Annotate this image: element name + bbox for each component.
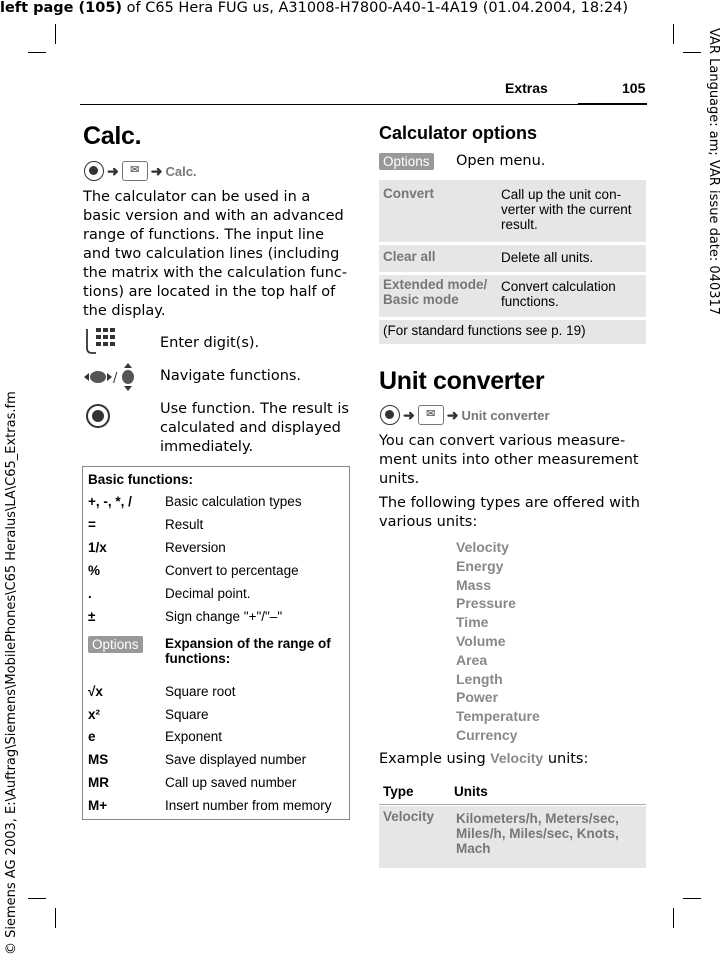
unit-type: Mass [456,576,492,593]
crop-mark [673,24,674,44]
menu-icon: ✉ [122,161,148,181]
function-symbol: . [88,586,92,601]
options-footer: (For standard functions see p. 19) [383,323,586,338]
function-desc: Exponent [165,729,223,744]
crop-mark [55,24,56,44]
arrow-icon: ➜ [446,406,459,423]
functions-heading: Basic functions: [88,472,194,487]
arrow-icon: ➜ [150,162,163,179]
arrow-icon: ➜ [107,162,119,179]
calc-nav-path [84,161,197,181]
table-cell-units: Kilometers/h, Meters/sec, Miles/h, Miles/sec, Knots, Mach [456,811,619,856]
function-symbol: 1/x [88,540,107,555]
function-symbol: MS [88,752,109,767]
nav-keys-icon [84,362,138,396]
function-desc: Square [165,707,209,722]
unit-type: Temperature [456,708,540,725]
document-header [0,0,628,16]
calc-title: Calc. [83,122,142,150]
doc-info: of C65 Hera FUG us, A31008-H7800-A40-1-4A19 (01.04.2004, 18:24) [122,0,629,16]
function-desc: Sign change "+"/"–" [165,609,283,624]
nav-center-key-icon [380,405,400,425]
function-desc: Insert number from memory [165,798,332,813]
nav-center-key-icon [84,161,104,181]
function-desc: Convert to percentage [165,563,299,578]
function-desc: Square root [165,684,236,699]
page-label: left page (105) [0,0,123,16]
key-keypad-icon [84,326,118,360]
unit-nav-path [380,405,550,425]
unit-converter-title: Unit converter [379,367,545,395]
unit-type: Power [456,689,499,706]
unit-type: Volume [456,632,506,649]
example-word: Velocity [490,750,544,766]
function-symbol: = [88,517,96,532]
side-note-left: © Siemens AG 2003, E:\Auftrag\Siemens\MobilePhones\C65 Heralus\LA\C65_Extras.fm [4,391,19,955]
table-head-type: Type [383,784,414,799]
option-row-mode [379,275,646,317]
unit-nav-target: Unit converter [461,407,550,423]
function-symbol: MR [88,775,109,790]
function-symbol: ± [88,609,96,624]
velocity-table-head [379,780,646,805]
function-symbol: % [88,563,101,578]
key-keypad-text: Enter digit(s). [160,335,260,351]
functions-table [82,466,350,820]
option-name: Convert [383,186,435,201]
unit-intro: You can convert various measure-ment units into other measurement units. [379,433,639,487]
crop-mark [28,52,46,53]
unit-type: Velocity [456,539,509,555]
option-name: Extended mode/ Basic mode [383,277,488,307]
crop-mark [683,52,701,53]
example-prefix: Example using [379,751,491,767]
options-softkey: Options [88,636,143,653]
option-desc: Convert calculation functions. [501,279,616,309]
crop-mark [28,898,46,899]
option-desc: Call up the unit con-verter with the current result. [501,187,632,232]
open-menu-text: Open menu. [456,153,546,169]
example-suffix: units: [543,751,589,767]
option-desc: Delete all units. [501,250,594,265]
options-softkey: Options [379,153,434,170]
arrow-icon: ➜ [403,406,415,423]
header-rule [80,104,647,105]
function-desc: Reversion [165,540,226,555]
unit-type: Length [456,670,503,687]
function-symbol: M+ [88,798,108,813]
function-symbol: x² [88,707,101,722]
function-desc: Decimal point. [165,586,251,601]
key-nav-text: Navigate functions. [160,368,302,384]
function-desc: Call up saved number [165,775,297,790]
option-row-convert [379,180,646,242]
function-symbol: +, -, *, / [88,494,132,509]
function-symbol: √x [88,684,103,699]
nav-center-key-icon [85,403,111,433]
function-desc: Save displayed number [165,752,307,767]
menu-icon: ✉ [418,405,444,425]
unit-type: Area [456,651,488,668]
unit-type: Energy [456,557,504,574]
table-head-units: Units [454,784,488,799]
function-desc: Basic calculation types [165,494,302,509]
key-center-text: Use function. The result is calculated and displayed immediately. [160,401,349,455]
unit-type: Time [456,614,489,631]
crop-mark [673,908,674,928]
function-symbol: e [88,729,96,744]
types-intro: The following types are offered with various units: [379,495,640,530]
unit-types-list [456,538,540,745]
calc-options-title: Calculator options [379,123,538,143]
calc-nav-target: Calc. [165,163,197,179]
options-desc: Expansion of the range of functions: [165,636,331,666]
example-line [379,750,588,769]
running-head-section: Extras [505,80,548,96]
running-head-page: 105 [622,80,646,96]
option-row-clear-all [379,245,646,272]
unit-type: Pressure [456,595,516,612]
table-cell-type: Velocity [383,809,435,824]
crop-mark [55,908,56,928]
velocity-table-row [379,806,646,868]
function-desc: Result [165,517,204,532]
header-rule-accent [578,103,647,105]
svg-text:/: / [113,371,118,386]
crop-mark [683,898,701,899]
options-footer-row [379,320,646,344]
calc-intro: The calculator can be used in a basic version and with an advanced range of functions. The input line and two calculation lines (including the matrix with the calculation func-tions) are located in the top half of the display. [83,189,348,319]
option-name: Clear all [383,249,436,264]
side-note-right: VAR Language: am; VAR issue date: 040317 [706,28,721,316]
unit-type: Currency [456,726,518,743]
